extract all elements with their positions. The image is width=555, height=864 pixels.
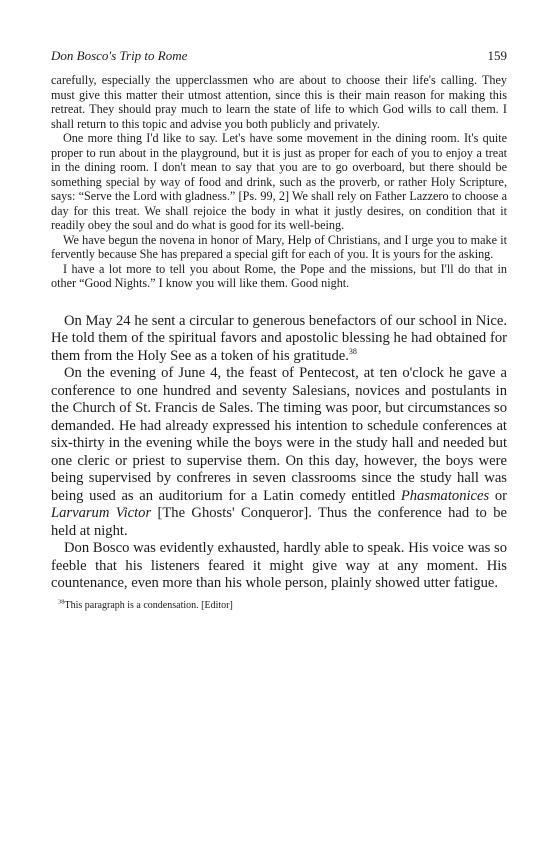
quoted-talk bbox=[51, 73, 507, 291]
body-paragraph-text: [The Ghosts' Conqueror]. Thus the conference had to be held at night. bbox=[51, 505, 507, 539]
talk-paragraph: One more thing I'd like to say. Let's have some movement in the dining room. It's quite proper to run about in the playground, but it is just as proper for each of you to enjoy a treat in the dining room. I don't mean to say that you are to go overboard, but there should be something special by way of food and drink, such as the proverb, or rather Holy Scripture, says: “Serve the Lord with gladness.” [Ps. 99, 2] We shall rely on Father Lazzero to choose a day for this treat. We shall rejoice the body in what it justly desires, on condition that it readily obey the soul and do what is good for its well-being. bbox=[51, 131, 507, 232]
body-paragraph bbox=[51, 365, 507, 540]
running-title: Don Bosco's Trip to Rome bbox=[51, 48, 188, 63]
body-paragraph-text: or bbox=[489, 487, 508, 504]
body-text bbox=[51, 313, 507, 593]
talk-paragraph: carefully, especially the upperclassmen who are about to choose their life's calling. They must give this matter their utmost attention, since this is their main reason for making this retreat. They should pray much to learn the state of life to which God wills to call them. I shall return to this topic and advise you both publicly and privately. bbox=[51, 73, 507, 131]
footnote-text: This paragraph is a condensation. [Editor] bbox=[64, 599, 233, 611]
comedy-title: Larvarum Victor bbox=[51, 505, 152, 521]
body-paragraph bbox=[51, 313, 507, 366]
body-paragraph-text: On the evening of June 4, the feast of Pentecost, at ten o'clock he gave a conference to one hundred and seventy Salesians, novices and postulants in the Church of St. Francis de Sales. The timing was poor, but circumstances so demanded. He had already expressed his intention to schedule conferences at six-thirty in the evening while the boys were in the study hall and needed but one cleric or priest to supervise them. On this day, however, the boys were being supervised by confreres in seven classrooms since the study hall was being used as an auditorium for a Latin comedy entitled bbox=[51, 365, 507, 504]
body-paragraph: Don Bosco was evidently exhausted, hardly able to speak. His voice was so feeble that his listeners feared it might give way at any moment. His countenance, even more than his whole person, plainly showed utter fatigue. bbox=[51, 540, 507, 591]
body-paragraph-text: On May 24 he sent a circular to generous benefactors of our school in Nice. He told them of the spiritual favors and apostolic blessing he had obtained for them from the Holy See as a token of his gratitude. bbox=[51, 312, 507, 364]
talk-paragraph: We have begun the novena in honor of Mary, Help of Christians, and I urge you to make it fervently because She has prepared a special gift for each of you. It is yours for the asking. bbox=[51, 232, 507, 261]
comedy-title: Phasmatonices bbox=[400, 487, 490, 504]
running-head bbox=[51, 48, 507, 64]
footnote bbox=[51, 599, 507, 612]
book-page bbox=[51, 48, 507, 612]
talk-paragraph: I have a lot more to tell you about Rome, the Pope and the missions, but I'll do that in other “Good Nights.” I know you will like them. Good night. bbox=[51, 261, 507, 290]
page-number: 159 bbox=[487, 48, 507, 63]
footnote-number: 38 bbox=[58, 598, 65, 606]
footnote-reference: 38 bbox=[348, 346, 357, 356]
